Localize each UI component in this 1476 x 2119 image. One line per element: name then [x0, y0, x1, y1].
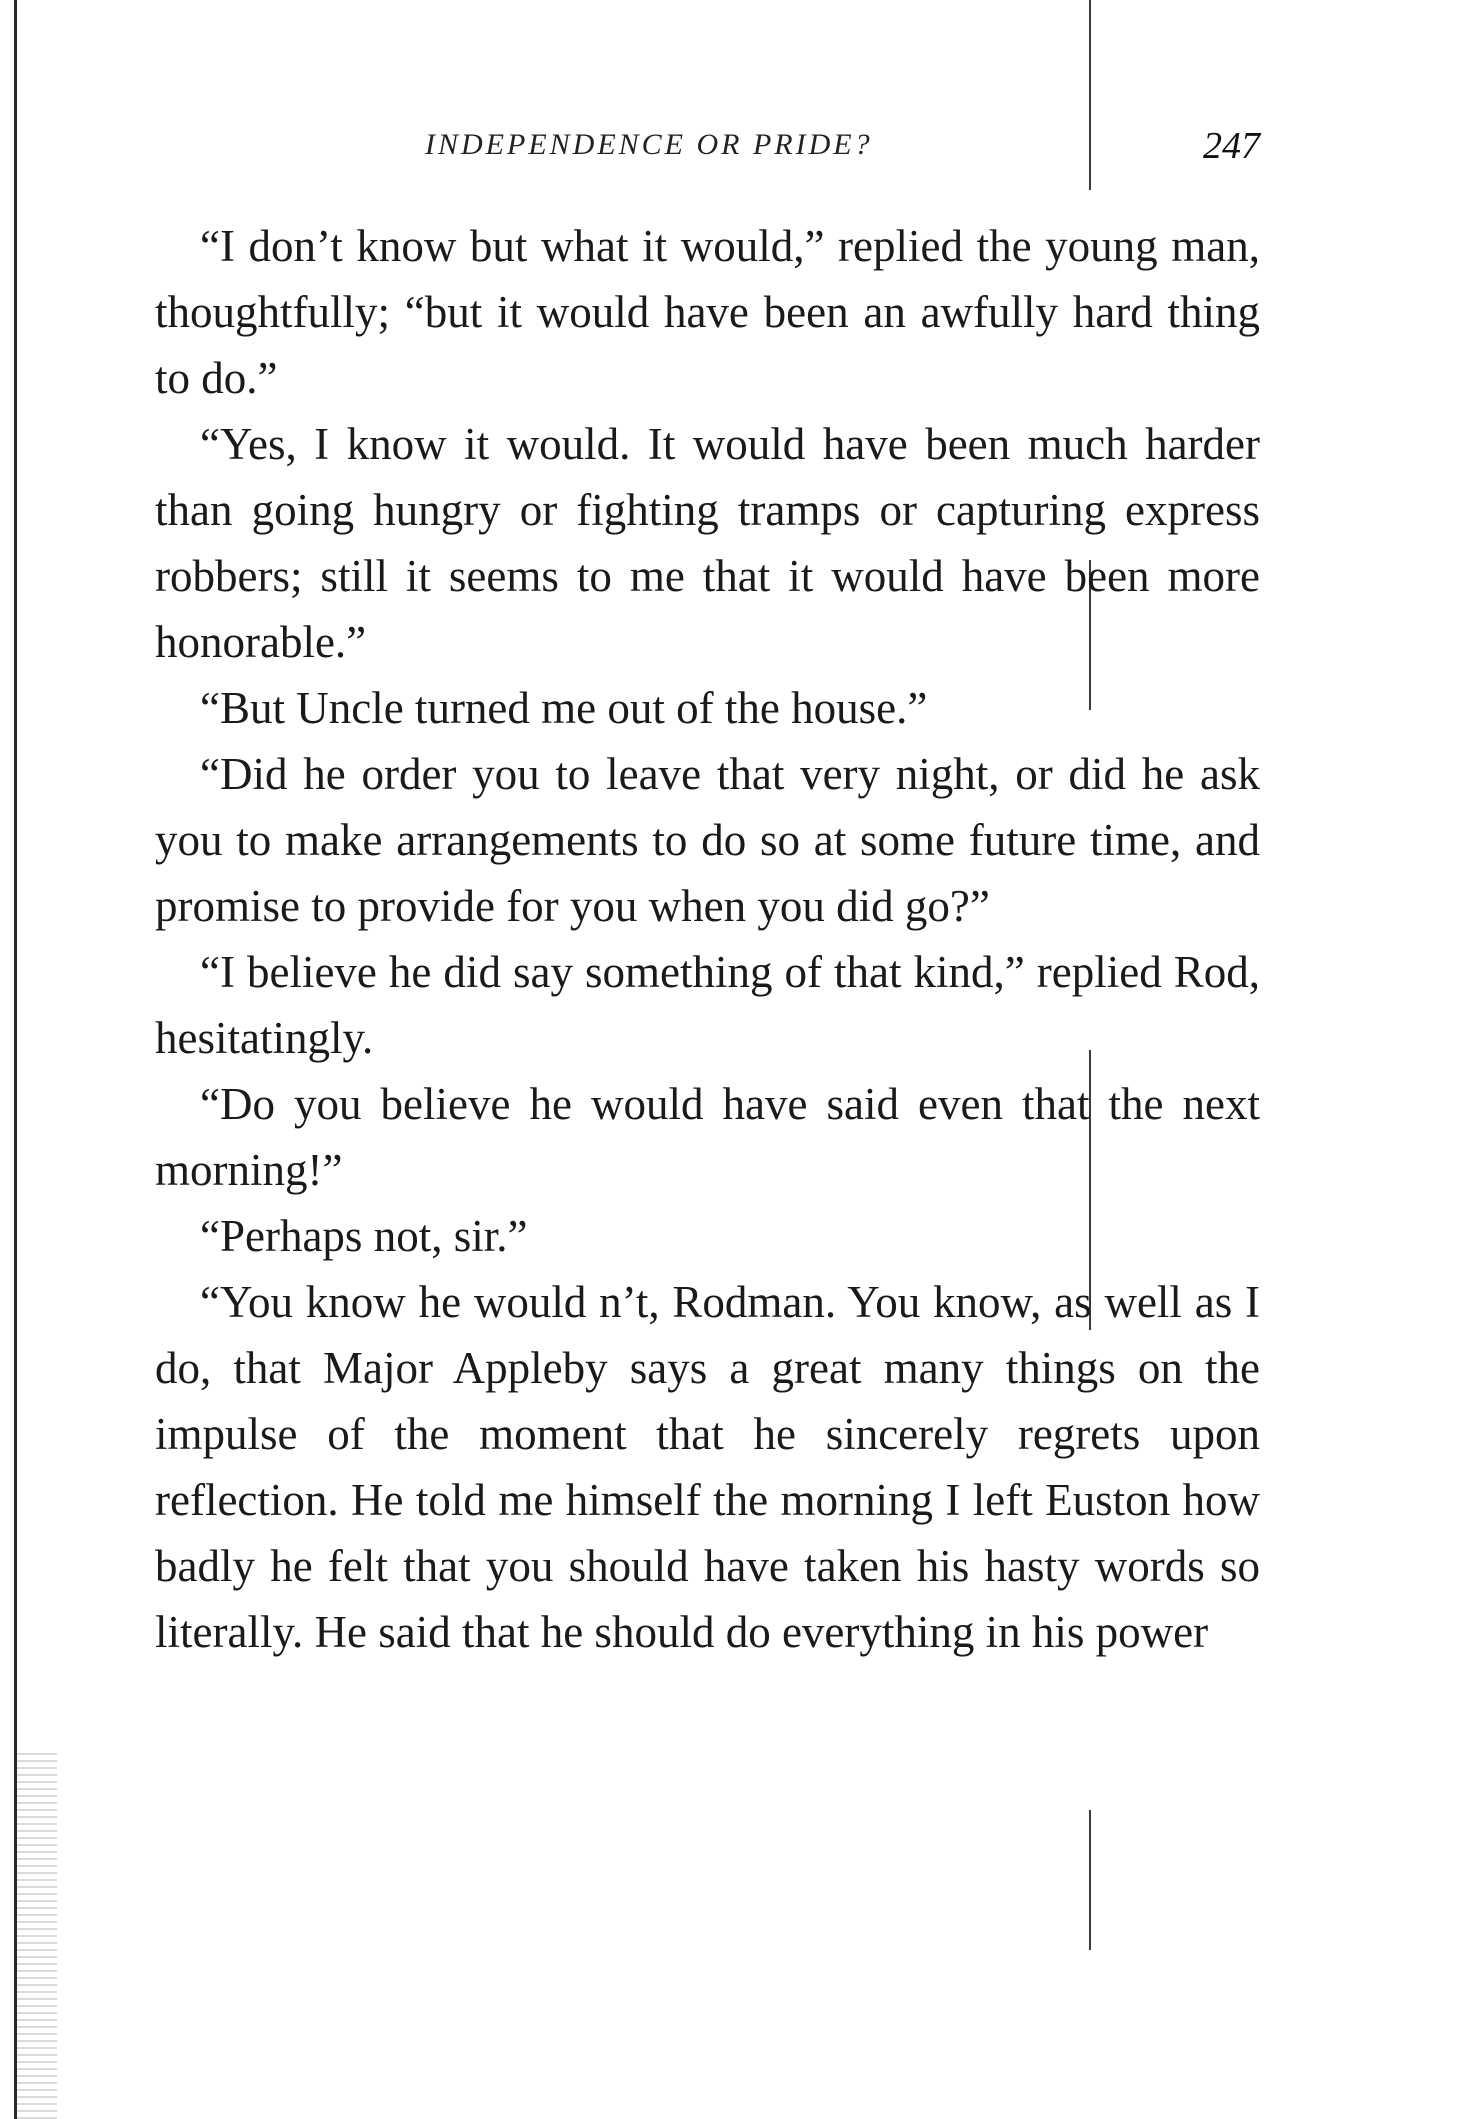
scan-crease [1089, 1810, 1091, 1950]
paragraph: “But Uncle turned me out of the house.” [200, 683, 928, 733]
paragraph: “I don’t know but what it would,” replied the young man, thoughtfully; “but it would have been an awfully hard thing to do.” [155, 221, 1260, 403]
page-number: 247 [1203, 125, 1260, 167]
paragraph: “Yes, I know it would. It would have been much harder than going hungry or fighting tramps or capturing express robbers; still it seems to me that it would have been more honorable.” [155, 419, 1260, 667]
paragraph: “Did he order you to leave that very night, or did he ask you to make arrangements to do so at some future time, and promise to provide for you when you did go?” [155, 749, 1260, 931]
paragraph: “I believe he did say something of that kind,” replied Rod, hesitatingly. [155, 947, 1260, 1063]
running-head [155, 125, 1260, 178]
paragraph: “You know he would n’t, Rodman. You know, as well as I do, that Major Appleby says a great many things on the impulse of the moment that he sincerely regrets upon reflection. He told me himself the morning I left Euston how badly he felt that you should have taken his hasty words so literally. He said that he should do everything in his power [155, 1277, 1260, 1657]
running-title: INDEPENDENCE OR PRIDE? [425, 128, 873, 161]
paragraph: “Perhaps not, sir.” [200, 1211, 528, 1261]
body-text [155, 213, 1260, 1665]
paragraph: “Do you believe he would have said even that the next morning!” [155, 1079, 1260, 1195]
binding-shadow [17, 1750, 57, 2119]
